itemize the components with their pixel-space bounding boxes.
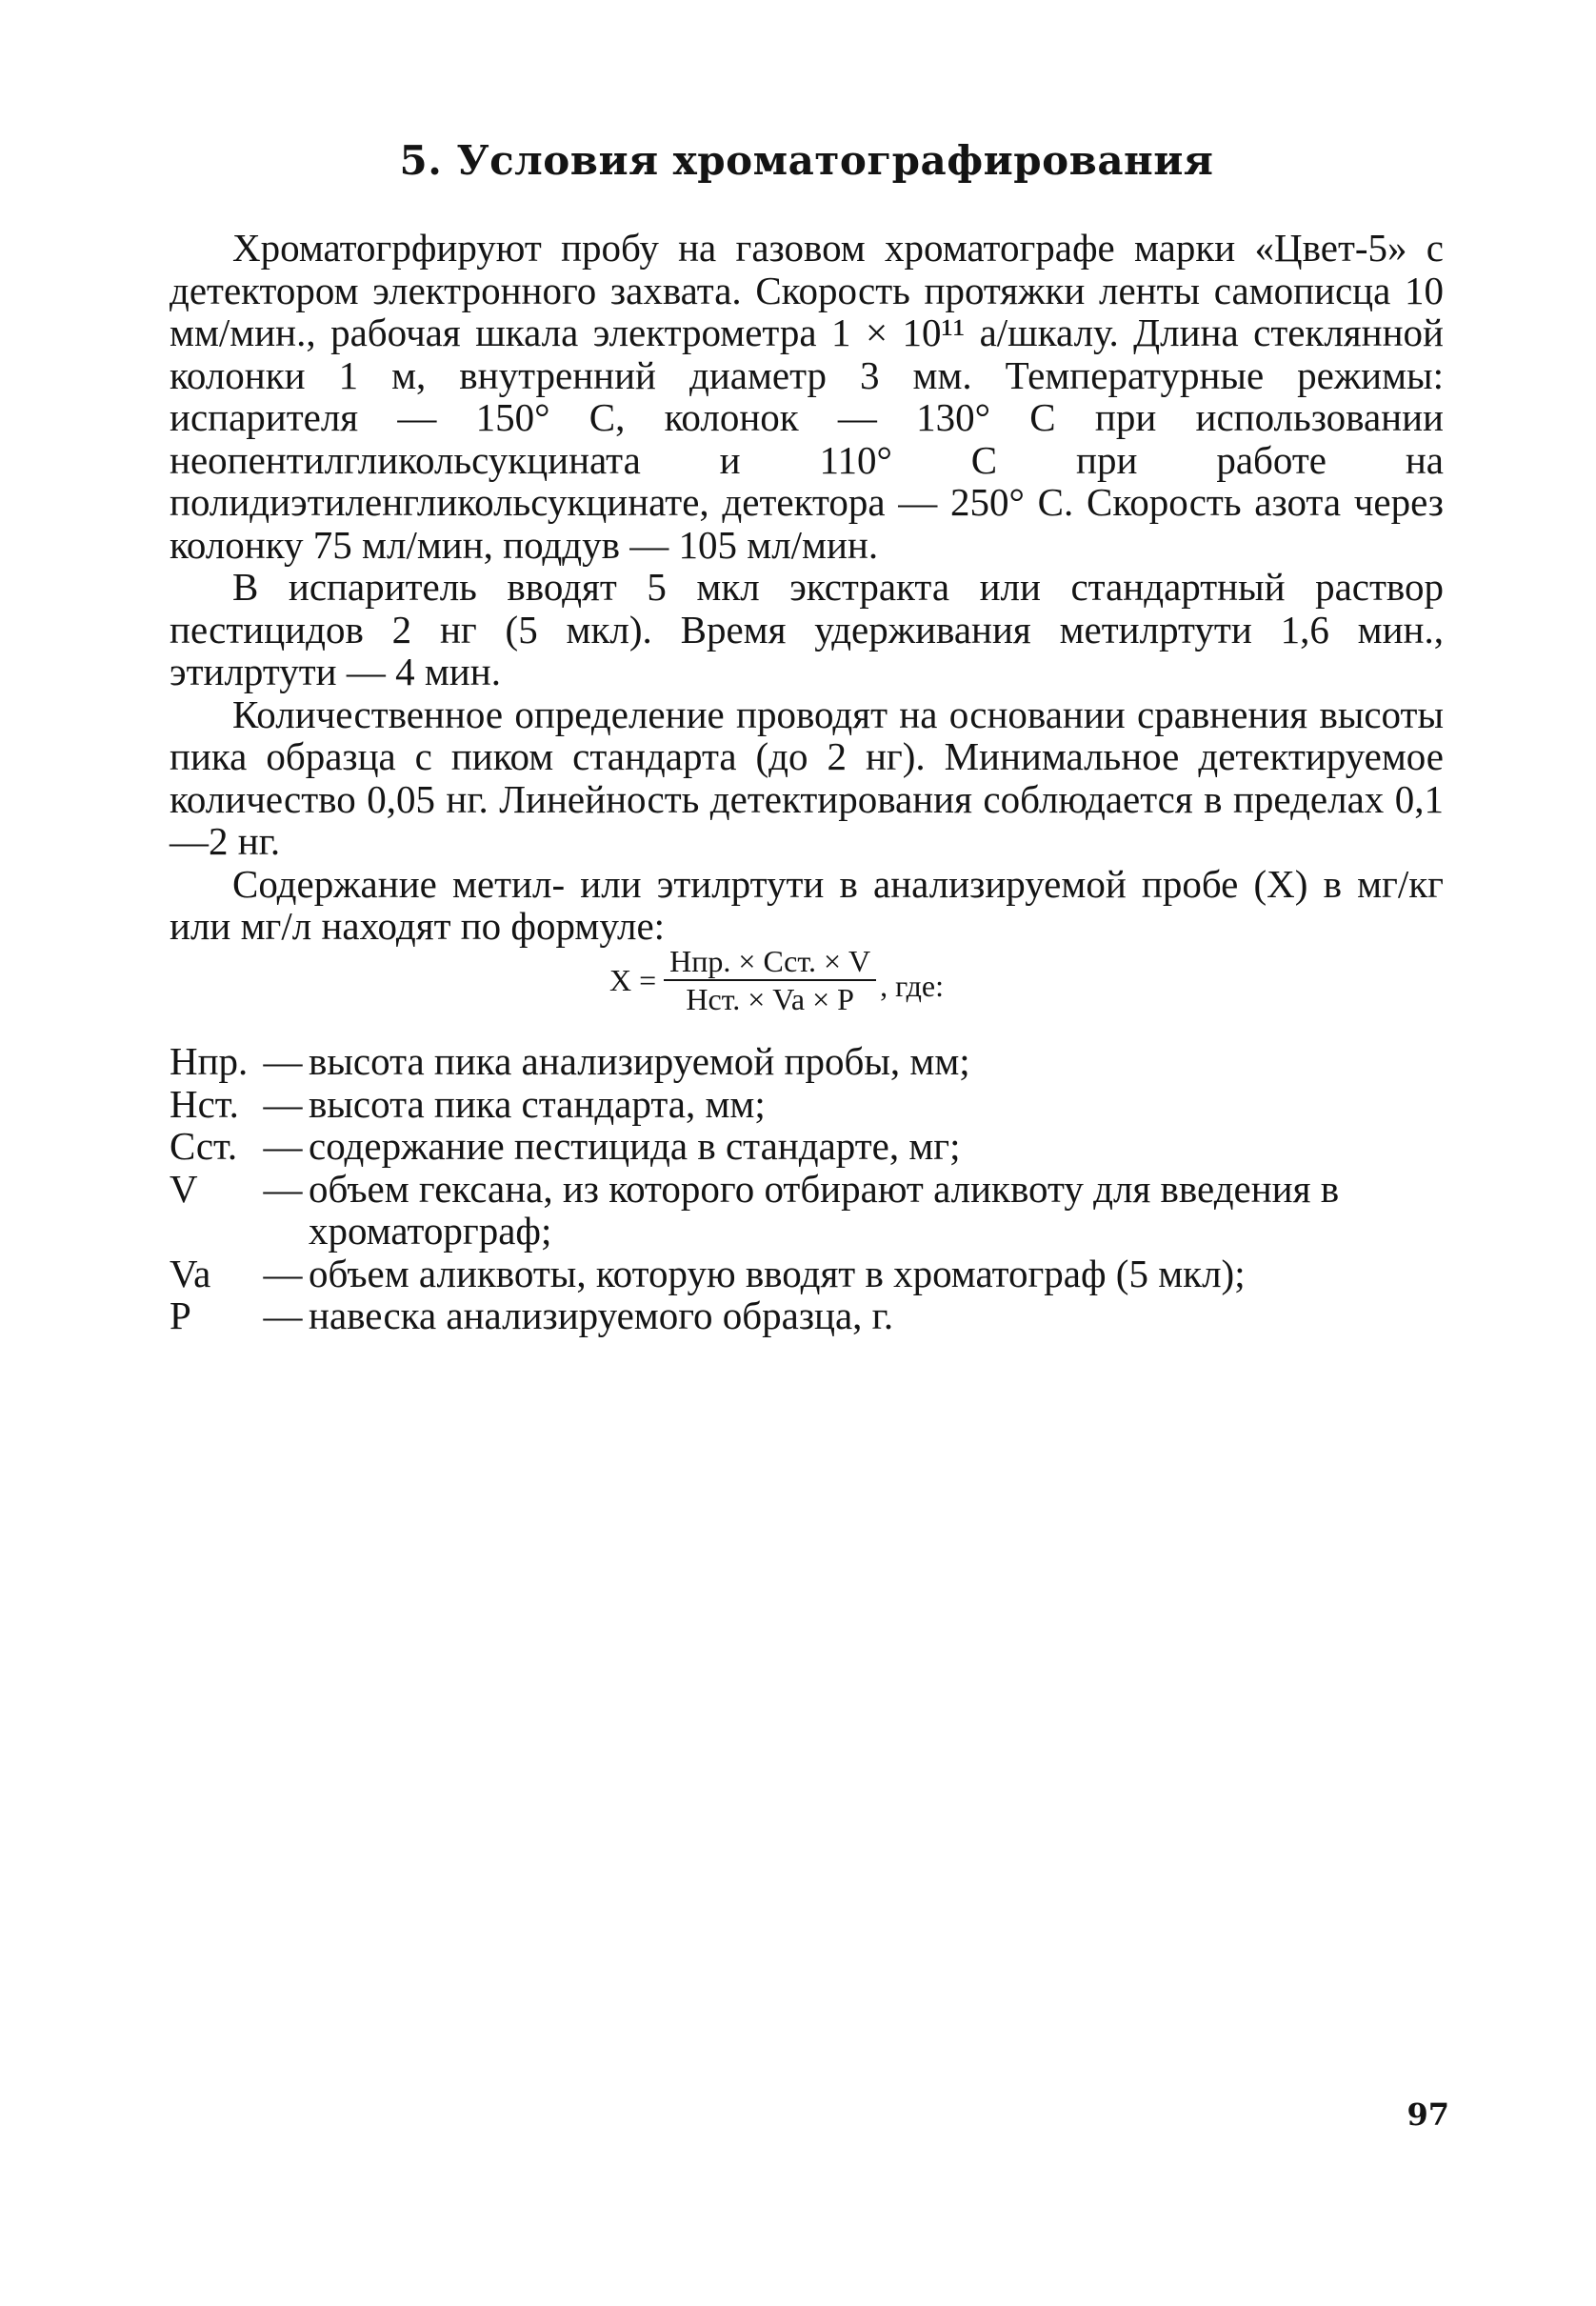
definition-item bbox=[170, 1253, 1444, 1295]
definition-item bbox=[170, 1168, 1444, 1253]
definition-item bbox=[170, 1040, 1444, 1083]
definition-symbol: Сст. bbox=[170, 1124, 238, 1168]
formula-numerator: Нпр. × Сст. × V bbox=[664, 945, 876, 981]
formula-denominator: Нст. × Va × P bbox=[686, 982, 854, 1016]
definition-text: навеска анализируемого образца, г. bbox=[309, 1293, 894, 1337]
definition-item bbox=[170, 1125, 1444, 1168]
paragraph-formula-intro: Содержание метил- или этилртути в анализируемой пробе (X) в мг/кг или мг/л находят по формуле: bbox=[170, 861, 1444, 948]
formula-tail: , где: bbox=[880, 969, 945, 1003]
section-heading: 5. Условия хроматографирования bbox=[399, 137, 1214, 184]
definitions-list bbox=[170, 1040, 1444, 1337]
body-text bbox=[170, 227, 1444, 948]
definition-dash: — bbox=[263, 1166, 303, 1211]
page-number: 97 bbox=[1406, 2096, 1449, 2133]
definition-dash: — bbox=[263, 1251, 303, 1295]
definition-item bbox=[170, 1083, 1444, 1126]
definition-text: объем гексана, из которого отбирают аликвоту для введения в хроматорграф; bbox=[309, 1166, 1340, 1253]
paragraph-conditions: Хроматогрфируют пробу на газовом хроматографе марки «Цвет-5» с детектором электронного захвата. Скорость протяжки ленты самописца 10 мм/мин., рабочая шкала электрометра 1 × 10¹¹ а/шкалу. Длина стеклянной колонки 1 м, внутренний диаметр 3 мм. Температурные режимы: испарителя — 150° С, колонок — 130° С при использовании неопентилгликольсукцината и 110° С при работе на полидиэтиленгликольсукцинате, детектора — 250° С. Скорость азота через колонку 75 мл/мин, поддув — 105 мл/мин. bbox=[170, 226, 1444, 567]
formula-fraction bbox=[664, 945, 876, 1015]
definition-item bbox=[170, 1294, 1444, 1337]
definition-text: высота пика анализируемой пробы, мм; bbox=[309, 1039, 970, 1083]
formula bbox=[609, 945, 944, 1015]
definition-symbol: Нст. bbox=[170, 1081, 239, 1126]
definition-symbol: Va bbox=[170, 1251, 211, 1295]
definition-symbol: Нпр. bbox=[170, 1039, 249, 1083]
definition-text: высота пика стандарта, мм; bbox=[309, 1081, 766, 1126]
formula-lhs: X = bbox=[609, 963, 657, 997]
paragraph-quantification: Количественное определение проводят на основании сравнения высоты пика образца с пиком стандарта (до 2 нг). Минимальное детектируемое количество 0,05 нг. Линейность детектирования соблюдается в пределах 0,1—2 нг. bbox=[170, 692, 1444, 863]
definition-symbol: V bbox=[170, 1166, 198, 1211]
definition-dash: — bbox=[263, 1124, 303, 1168]
paragraph-injection: В испаритель вводят 5 мкл экстракта или стандартный раствор пестицидов 2 нг (5 мкл). Время удерживания метилртути 1,6 мин., этилртути — 4 мин. bbox=[170, 565, 1444, 693]
definition-dash: — bbox=[263, 1293, 303, 1337]
definition-text: содержание пестицида в стандарте, мг; bbox=[309, 1124, 961, 1168]
definition-symbol: P bbox=[170, 1293, 191, 1337]
definition-dash: — bbox=[263, 1081, 303, 1126]
definition-text: объем аликвоты, которую вводят в хроматограф (5 мкл); bbox=[309, 1251, 1246, 1295]
definition-dash: — bbox=[263, 1039, 303, 1083]
